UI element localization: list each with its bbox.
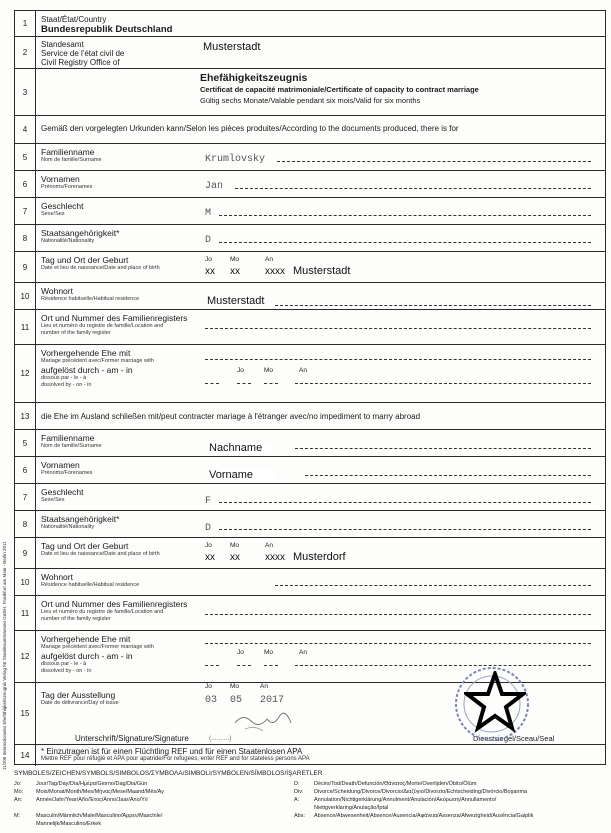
row-number: 9: [15, 538, 36, 568]
legend-line: [14, 780, 606, 788]
country-label: Staat/État/Country: [41, 15, 107, 24]
month-header: Mo: [230, 683, 240, 690]
surname-label: Familienname: [41, 147, 95, 157]
row-issue: [15, 682, 605, 744]
row-title: [15, 68, 605, 115]
legend-symbol: An:: [14, 797, 23, 803]
legend-meaning: Absence/Abwesenheit/Absence/Ausencia/Αφάνεια/Assenza/Afwezigheid/Ausência/Gaiplik: [314, 813, 534, 819]
row-birth-2: [15, 537, 605, 568]
sex-sublabel: Sexe/Sex: [41, 211, 65, 217]
day-header: Jo: [205, 683, 212, 690]
month-header: Mo: [230, 256, 240, 263]
row-register-2: [15, 595, 605, 630]
day-header: Jo: [205, 542, 212, 549]
row-number: 3: [15, 69, 36, 115]
legend-meaning: Divorce/Scheidung/Divorce/Divorcio/Διαζύγιο/Divorzio/Echtscheiding/Divórcio/Boşanma: [314, 789, 528, 795]
row-number: 14: [15, 745, 36, 766]
legend-symbol: Mo:: [14, 789, 24, 795]
certificate-form: [14, 10, 606, 765]
row-footnote: [15, 744, 605, 766]
row-number: 5: [15, 430, 36, 456]
row-number: 11: [15, 596, 36, 630]
dissolved-sublabel: dissous par - le - à dissolved by - on - in: [41, 661, 92, 674]
residence-label: Wohnort: [41, 286, 73, 296]
row-country: [15, 11, 605, 36]
forename-label: Vornamen: [41, 460, 80, 470]
legend-symbol: M:: [14, 813, 21, 819]
nationality-label: Staatsangehörigkeit*: [41, 514, 120, 524]
legend-lines: [14, 780, 606, 828]
month-header: Mo: [230, 542, 240, 549]
legend-symbol: Div:: [294, 789, 304, 795]
row-number: 9: [15, 252, 36, 282]
residence-sublabel: Résidence habituelle/Habitual residence: [41, 582, 140, 588]
dissolved-label: aufgelöst durch - am - in: [41, 651, 133, 661]
row-number: 1: [15, 11, 36, 36]
symbols-heading: SYMBOLES/ZEICHEN/SYMBOLS/SIMBOLOS/ΣΥΜΒΟΛΑ/SIMBOLI/SYMBOLEN/SÍMBOLOS/İŞARETLER: [14, 770, 323, 777]
seal-label: Dienstsiegel/Sceau/Seal: [473, 734, 555, 743]
legend-meaning: Annulation/Nichtigerklärung/Annulment/Anulación/Ακύρωση/Annullamento/: [314, 797, 497, 803]
legend-meaning: Décès/Tod/Death/Defunción/Θάνατος/Morte/Overlijden/Óbito/Ölüm: [314, 781, 477, 787]
row-number: 15: [15, 683, 36, 744]
month-header: Mo: [264, 649, 274, 656]
row-sex-1: [15, 197, 605, 224]
row-number: 7: [15, 198, 36, 224]
legend-line: [14, 796, 606, 804]
sex-value: M: [205, 208, 212, 219]
forename-sublabel: Prénoms/Forenames: [41, 184, 93, 190]
year-header: An: [299, 649, 307, 656]
forename-value: Vorname: [209, 469, 275, 481]
legend-meaning: Mannelijk/Masculino/Erkek: [36, 821, 102, 827]
row-forename-2: [15, 456, 605, 483]
forename-value: Jan: [205, 181, 224, 192]
birth-place: Musterstadt: [293, 265, 351, 277]
row-former-marriage-1: [15, 344, 605, 402]
birth-label: Tag und Ort der Geburt: [41, 541, 129, 551]
signature-label: Unterschrift/Signature/Signature: [75, 734, 189, 743]
legend-symbol: Jo:: [14, 781, 22, 787]
birth-day: xx: [205, 266, 215, 277]
legend-meaning: Année/Jahr/Year/Año/Έτος/Anno/Jaar/Ano/Yıl: [36, 797, 148, 803]
residence-label: Wohnort: [41, 572, 73, 582]
nationality-label: Staatsangehörigkeit*: [41, 228, 120, 238]
day-header: Jo: [237, 367, 244, 374]
row-surname-1: [15, 143, 605, 170]
footnote-subtext: Mettre REF pour réfugié et APA pour apatride/For refugees, enter REF and for stateless persons APA: [41, 756, 310, 762]
dissolved-label: aufgelöst durch - am - in: [41, 365, 133, 375]
birth-sublabel: Date et lieu de naissance/Date and place of birth: [41, 551, 160, 557]
birth-place: Musterdorf: [293, 551, 346, 563]
row-residence-2: [15, 568, 605, 595]
row-number: 6: [15, 457, 36, 483]
validity-note: Gültig sechs Monate/Valable pendant six mois/Valid for six months: [200, 96, 421, 105]
birth-month: xx: [230, 266, 240, 277]
row-no-impediment: [15, 402, 605, 429]
document-title: Ehefähigkeitszeugnis: [200, 72, 308, 84]
residence-sublabel: Résidence habituelle/Habitual residence: [41, 296, 140, 302]
former-marriage-sublabel: Mariage précédent avec/Former marriage with: [41, 358, 154, 364]
legend-symbol: Abs:: [294, 813, 306, 819]
legend-line: [14, 788, 606, 796]
legend-line: [14, 812, 606, 820]
issue-year: 2017: [260, 695, 285, 706]
dissolved-sublabel: dissous par - le - à dissolved by - on - in: [41, 375, 92, 388]
register-sublabel: Lieu et numéro du registre de famille/Location and number of the family register: [41, 323, 164, 336]
year-header: An: [265, 542, 273, 549]
row-nationality-2: [15, 510, 605, 537]
legend-meaning: Nietigverklaring/Anulação/İptal: [314, 805, 389, 811]
row-nationality-1: [15, 224, 605, 251]
sex-label: Geschlecht: [41, 201, 84, 211]
month-header: Mo: [264, 367, 274, 374]
nationality-sublabel: Nationalité/Nationality: [41, 524, 95, 530]
row-number: 10: [15, 283, 36, 309]
legend-meaning: Masculin/Männlich/Male/Masculino/Άρρεν/Maschile/: [36, 813, 163, 819]
register-label: Ort und Nummer des Familienregisters: [41, 313, 188, 323]
row-forename-1: [15, 170, 605, 197]
legend-symbol: A:: [294, 797, 300, 803]
row-number: 4: [15, 116, 36, 143]
register-label: Ort und Nummer des Familienregisters: [41, 599, 188, 609]
sex-label: Geschlecht: [41, 487, 84, 497]
row-basis: [15, 115, 605, 143]
row-birth-1: [15, 251, 605, 282]
signature-placeholder: (..........): [209, 735, 232, 742]
row-register-1: [15, 309, 605, 344]
row-number: 6: [15, 171, 36, 197]
row-number: 11: [15, 310, 36, 344]
signature-scribble: [233, 709, 293, 735]
day-header: Jo: [237, 649, 244, 656]
residence-value: Musterstadt: [207, 295, 265, 307]
birth-label: Tag und Ort der Geburt: [41, 255, 129, 265]
symbols-legend: [14, 770, 606, 828]
legend-line: [14, 820, 606, 828]
basis-text: Gemäß den vorgelegten Urkunden kann/Selon les pièces produites/According to the documents produced, there is for: [41, 124, 459, 133]
former-marriage-sublabel: Mariage précédent avec/Former marriage with: [41, 644, 154, 650]
register-sublabel: Lieu et numéro du registre de famille/Location and number of the family register: [41, 609, 164, 622]
row-registry: [15, 36, 605, 68]
forename-label: Vornamen: [41, 174, 80, 184]
sex-value: F: [205, 496, 212, 507]
row-number: 12: [15, 345, 36, 402]
former-marriage-label: Vorhergehende Ehe mit: [41, 634, 131, 644]
birth-year: xxxx: [265, 552, 285, 563]
footnote-text: * Einzutragen ist für einen Flüchtling REF und für einen Staatenlosen APA: [41, 747, 303, 756]
surname-sublabel: Nom de famille/Surname: [41, 443, 102, 449]
side-print-note: 11/208 Internationales Ehefähigkeitszeugnis Verlag für Standesamtswesen GmbH, Frankfurt am Main · Berlin 2011: [2, 541, 7, 770]
row-number: 7: [15, 484, 36, 510]
legend-line: [14, 804, 606, 812]
surname-value: Nachname: [209, 442, 274, 454]
surname-sublabel: Nom de famille/Surname: [41, 157, 102, 163]
legend-symbol: D:: [294, 781, 300, 787]
legend-meaning: Mois/Monat/Month/Mes/Μήνας/Mese/Maand/Mês/Ay: [36, 789, 164, 795]
nationality-value: D: [205, 523, 212, 534]
row-number: 5: [15, 144, 36, 170]
star-mark-icon: [464, 671, 526, 733]
row-number: 12: [15, 631, 36, 682]
surname-value: Krumlovsky: [205, 154, 266, 165]
issue-date-label: Tag der Ausstellung: [41, 690, 116, 700]
day-header: Jo: [205, 256, 212, 263]
former-marriage-label: Vorhergehende Ehe mit: [41, 348, 131, 358]
issue-month: 05: [230, 695, 243, 706]
no-impediment-text: die Ehe im Ausland schließen mit/peut contracter mariage à l'étranger avec/no impediment to marry abroad: [41, 412, 421, 421]
row-number: 10: [15, 569, 36, 595]
birth-day: xx: [205, 552, 215, 563]
row-number: 8: [15, 225, 36, 251]
year-header: An: [260, 683, 268, 690]
forename-sublabel: Prénoms/Forenames: [41, 470, 93, 476]
row-residence-1: [15, 282, 605, 309]
registry-value: Musterstadt: [203, 41, 261, 53]
document-subtitle: Certificat de capacité matrimoniale/Certificate of capacity to contract marriage: [200, 85, 479, 94]
legend-meaning: Jour/Tag/Day/Día/Ημέρα/Giorno/Dag/Dia/Gün: [36, 781, 148, 787]
year-header: An: [299, 367, 307, 374]
sex-sublabel: Sexe/Sex: [41, 497, 65, 503]
row-number: 13: [15, 403, 36, 429]
year-header: An: [265, 256, 273, 263]
birth-year: xxxx: [265, 266, 285, 277]
surname-label: Familienname: [41, 433, 95, 443]
nationality-sublabel: Nationalité/Nationality: [41, 238, 95, 244]
birth-month: xx: [230, 552, 240, 563]
issue-day: 03: [205, 695, 218, 706]
row-number: 2: [15, 37, 36, 68]
issue-date-sublabel: Date de délivrance/Day of issue: [41, 700, 119, 706]
registry-label: Standesamt Service de l'état civil de Civil Registry Office of: [41, 40, 125, 67]
birth-sublabel: Date et lieu de naissance/Date and place of birth: [41, 265, 160, 271]
country-value: Bundesrepublik Deutschland: [41, 24, 173, 35]
row-number: 8: [15, 511, 36, 537]
row-surname-2: [15, 429, 605, 456]
nationality-value: D: [205, 235, 212, 246]
row-sex-2: [15, 483, 605, 510]
